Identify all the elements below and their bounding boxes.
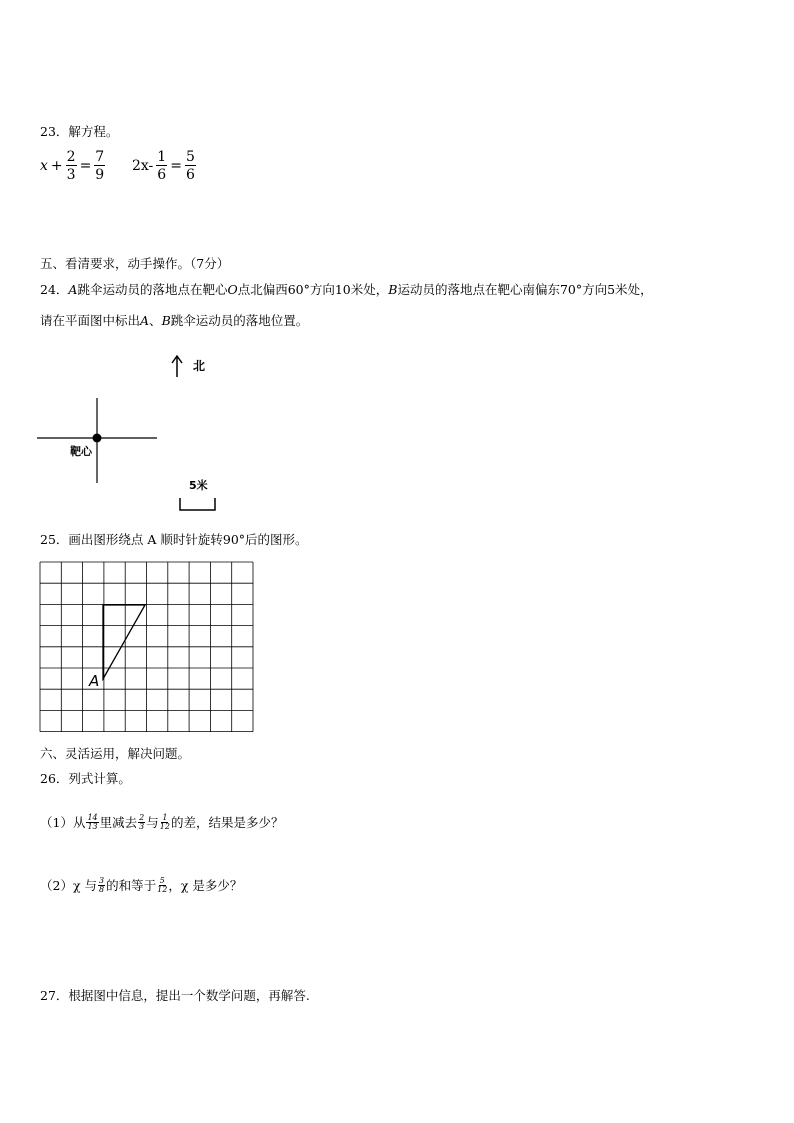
- q26-p2-f2-den: 12: [157, 885, 168, 894]
- q26-p1-f2-num: 2: [139, 813, 145, 822]
- equation-1: [40, 150, 105, 182]
- eq1-b-denominator: 9: [95, 167, 105, 183]
- eq1-plus: +: [50, 158, 63, 174]
- q26-p1-f2-den: 3: [139, 822, 145, 831]
- q24-label-b: B: [388, 282, 398, 297]
- eq2-equals: =: [170, 158, 182, 174]
- q26-p1-f1-den: 13: [87, 822, 98, 831]
- q26-p1-fraction-3: [160, 814, 170, 831]
- eq2-a-numerator: 1: [157, 149, 167, 165]
- q24-line-1: [40, 282, 653, 298]
- q26-p2-suffix: ，χ 是多少？: [168, 877, 243, 893]
- eq2-lhs: 2x-: [132, 158, 154, 174]
- north-label: 北: [193, 359, 206, 373]
- q26-p1-fraction-1: [86, 814, 98, 831]
- q26-p1-fraction-2: [138, 814, 145, 831]
- q26-p2-f2-num: 5: [159, 876, 165, 885]
- q23-heading: 23．解方程。: [40, 124, 119, 139]
- eq1-equals: =: [79, 158, 92, 174]
- scale-label: 5米: [189, 479, 208, 492]
- q24-text-1: 跳伞运动员的落地点在靶心: [77, 282, 228, 297]
- section-6-heading: 六、灵活运用，解决问题。: [40, 746, 191, 761]
- eq2-a-denominator: 6: [157, 167, 167, 183]
- rotation-grid: [30, 555, 260, 740]
- eq2-fraction-b: [185, 150, 196, 182]
- q24-text-5: 跳伞运动员的落地位置。: [170, 313, 309, 328]
- q24-label-o: O: [227, 282, 238, 297]
- q26-p2-prefix: （2）χ 与: [40, 877, 98, 893]
- target-diagram: [0, 345, 260, 520]
- scale-bar: [180, 498, 215, 510]
- section-5-heading: 五、看清要求，动手操作。（7分）: [40, 256, 230, 271]
- q26-p1-f3-den: 12: [159, 822, 170, 831]
- equation-2: [132, 150, 196, 182]
- q26-part-1: [40, 814, 283, 831]
- q26-p2-fraction-2: [157, 877, 167, 894]
- q24-line-2: [40, 313, 308, 329]
- q24-separator: 、: [149, 313, 162, 328]
- q26-p1-prefix: （1）从: [40, 814, 86, 830]
- q26-p1-suffix: 的差，结果是多少？: [170, 814, 284, 830]
- q26-p2-fraction-1: [98, 877, 105, 894]
- eq1-a-numerator: 2: [66, 149, 76, 165]
- eq2-fraction-a: [156, 150, 167, 182]
- q26-p1-mid-1: 里减去: [99, 814, 138, 830]
- q26-p1-f1-num: 14: [87, 813, 98, 822]
- q24-text-4: 请在平面图中标出: [40, 313, 141, 328]
- q26-p2-f1-den: 8: [99, 885, 105, 894]
- q24-text-3: 运动员的落地点在靶心南偏东70°方向5米处，: [397, 282, 653, 297]
- eq1-b-numerator: 7: [95, 149, 105, 165]
- q26-heading: 26．列式计算。: [40, 771, 131, 786]
- q26-p1-f3-num: 1: [162, 813, 168, 822]
- eq1-fraction-b: [94, 150, 105, 182]
- q24-number: 24．: [40, 282, 69, 297]
- q24-label-a: A: [68, 282, 78, 297]
- eq2-b-numerator: 5: [185, 149, 195, 165]
- q26-p2-mid: 的和等于: [106, 877, 157, 893]
- eq1-var: x: [40, 158, 48, 174]
- eq1-fraction-a: [66, 150, 77, 182]
- target-center-dot: [93, 434, 102, 443]
- q26-p1-mid-2: 与: [146, 814, 159, 830]
- point-a-label: A: [89, 672, 100, 690]
- q27-heading: 27．根据图中信息，提出一个数学问题，再解答.: [40, 988, 310, 1003]
- q24-label-a-2: A: [140, 313, 150, 328]
- eq1-a-denominator: 3: [66, 167, 76, 183]
- target-center-label: 靶心: [70, 445, 92, 458]
- q26-part-2: [40, 877, 242, 894]
- grid-lines: [40, 562, 253, 732]
- q24-label-b-2: B: [161, 313, 171, 328]
- q25-heading: 25．画出图形绕点 A 顺时针旋转90°后的图形。: [40, 532, 308, 547]
- eq2-b-denominator: 6: [185, 167, 195, 183]
- q24-text-2: 点北偏西60°方向10米处，: [237, 282, 389, 297]
- q26-p2-f1-num: 3: [99, 876, 105, 885]
